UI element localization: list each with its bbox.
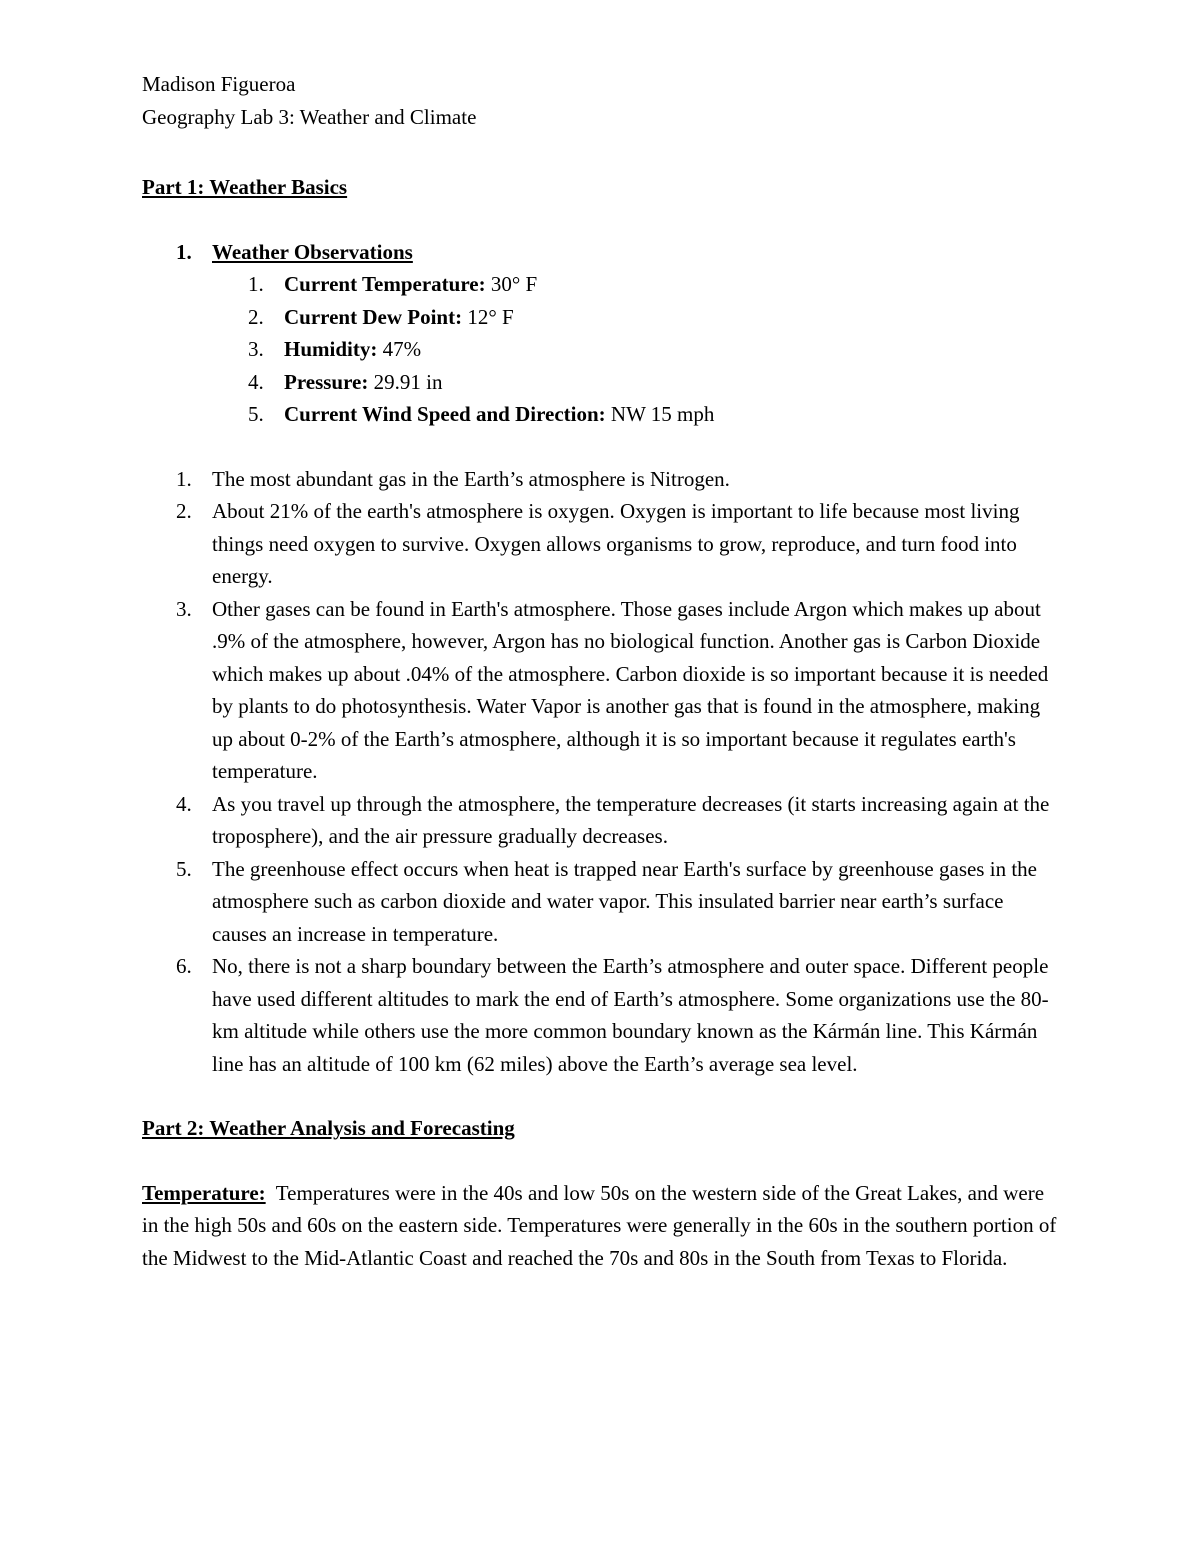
answer-text: The greenhouse effect occurs when heat is trapped near Earth's surface by greenhouse gases in the atmosphere such as carbon dioxide and water vapor. This insulated barrier near earth’s surface causes an increase in temperature. (212, 856, 1037, 946)
observations-title: Weather Observations (212, 239, 413, 264)
answer-text: As you travel up through the atmosphere, the temperature decreases (it starts increasing again at the troposphere), and the air pressure gradually decreases. (212, 791, 1050, 848)
observation-value: 29.91 in (368, 369, 443, 394)
list-number: 1. (176, 466, 192, 491)
author-name: Madison Figueroa (142, 72, 296, 96)
part2-title: Part 2: Weather Analysis and Forecasting (142, 1116, 515, 1140)
observation-label: Current Dew Point: (284, 304, 463, 329)
answers-list (142, 463, 1062, 1081)
observation-value: 30° F (485, 272, 538, 296)
list-number: 1. (248, 272, 264, 296)
temperature-paragraph (142, 1177, 1062, 1275)
answer-item (142, 853, 1062, 951)
answer-item (142, 788, 1062, 853)
list-number: 3. (176, 596, 192, 621)
answer-item (142, 463, 1062, 496)
observation-label: Pressure: (284, 369, 369, 394)
document-title: Geography Lab 3: Weather and Climate (142, 104, 477, 129)
observations-list (248, 268, 1062, 431)
temperature-label: Temperature: (142, 1180, 266, 1205)
observation-label: Humidity: (284, 337, 378, 361)
list-number: 5. (176, 856, 192, 881)
answer-item (142, 950, 1062, 1080)
list-number: 3. (248, 337, 264, 361)
observation-pressure (248, 366, 1062, 399)
observation-value: 47% (377, 337, 422, 361)
observation-value: 12° F (462, 304, 514, 329)
list-number: 1. (176, 239, 192, 264)
list-number: 2. (248, 304, 264, 329)
list-number: 2. (176, 499, 192, 523)
answer-text: Other gases can be found in Earth's atmosphere. Those gases include Argon which makes up about .9% of the atmosphere, however, Argon has no biological function. Another gas is Carbon Dioxide which makes up about .04% of the atmosphere. Carbon dioxide is so important because it is needed by plants to do photosynthesis. Water Vapor is another gas that is found in the atmosphere, making up about 0-2% of the Earth’s atmosphere, although it is so important because it regulates earth's temperature. (212, 596, 1049, 783)
observation-label: Current Temperature: (284, 272, 486, 296)
document-page (142, 68, 1062, 1274)
list-number: 6. (176, 954, 192, 978)
answer-text: No, there is not a sharp boundary between the Earth’s atmosphere and outer space. Different people have used different altitudes to mark the end of Earth’s atmosphere. Some organizations use the 80-km altitude while others use the more common boundary known as the Kármán line. This Kármán line has an altitude of 100 km (62 miles) above the Earth’s average sea level. (212, 954, 1049, 1076)
answer-text: The most abundant gas in the Earth’s atmosphere is Nitrogen. (212, 466, 730, 491)
observation-humidity (248, 333, 1062, 366)
observation-temperature (248, 268, 1062, 301)
answer-item (142, 495, 1062, 593)
observation-wind (248, 398, 1062, 431)
list-number: 4. (176, 791, 192, 816)
list-number: 5. (248, 402, 264, 426)
temperature-text: Temperatures were in the 40s and low 50s on the western side of the Great Lakes, and were in the high 50s and 60s on the eastern side. Temperatures were generally in the 60s in the southern portion of the Midwest to the Mid-Atlantic Coast and reached the 70s and 80s in the South from Texas to Florida. (142, 1180, 1062, 1270)
observation-label: Current Wind Speed and Direction: (284, 402, 606, 426)
answer-text: About 21% of the earth's atmosphere is oxygen. Oxygen is important to life because most living things need oxygen to survive. Oxygen allows organisms to grow, reproduce, and turn food into energy. (212, 499, 1020, 588)
observation-dew-point (248, 301, 1062, 334)
part1-title: Part 1: Weather Basics (142, 175, 348, 199)
weather-observations-heading (142, 236, 1062, 269)
answer-item (142, 593, 1062, 788)
observation-value: NW 15 mph (605, 402, 715, 426)
list-number: 4. (248, 369, 264, 394)
